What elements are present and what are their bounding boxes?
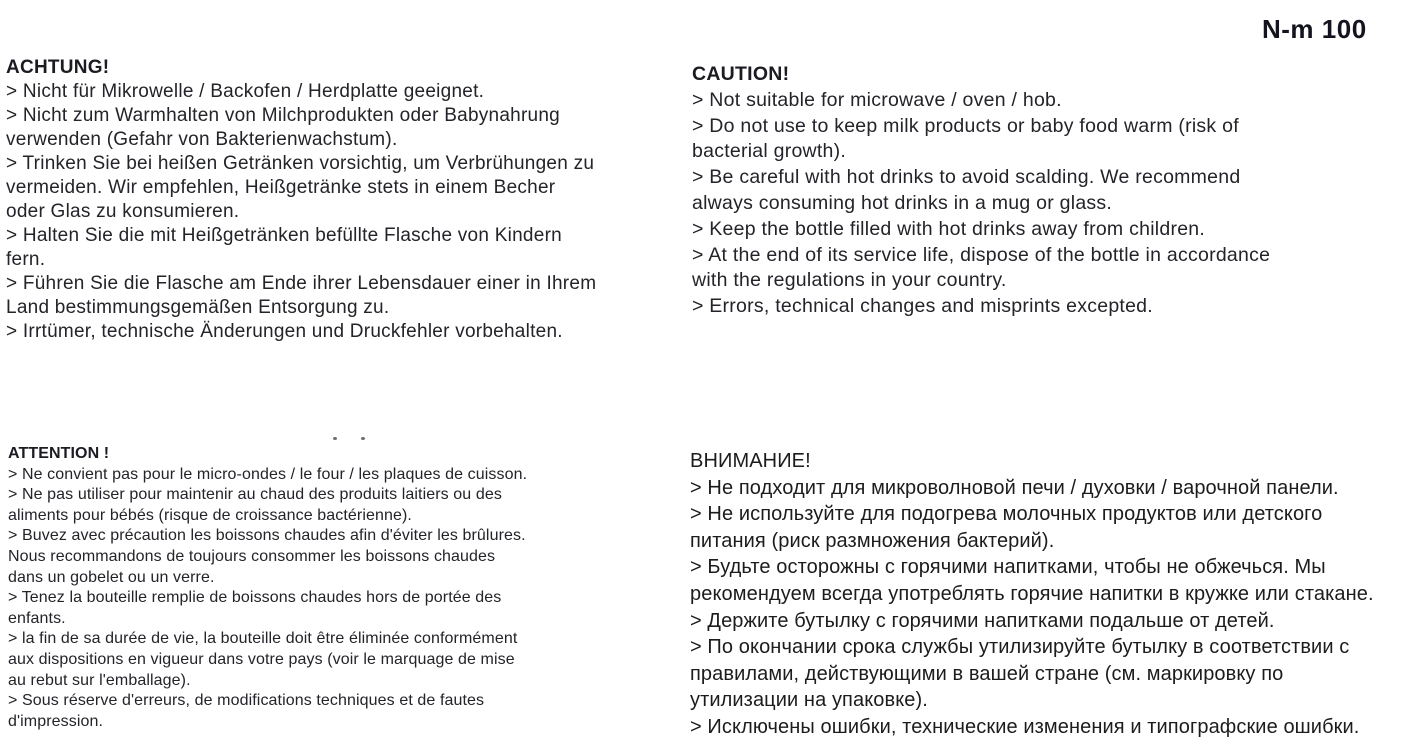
text-line: > At the end of its service life, dispose of the bottle in accordance: [692, 243, 1271, 266]
text-line: > Ne convient pas pour le micro-ondes / le four / les plaques de cuisson.: [8, 465, 528, 483]
section-warnings-french: [8, 444, 680, 732]
section-heading-english: CAUTION!: [692, 63, 790, 85]
text-line: > Не подходит для микроволновой печи / духовки / варочной панели.: [690, 476, 1339, 499]
text-line: > Do not use to keep milk products or baby food warm (risk of: [692, 114, 1239, 137]
text-line: питания (риск размножения бактерий).: [690, 529, 1055, 552]
scan-artifact-dot: [361, 437, 365, 440]
text-line: with the regulations in your country.: [692, 269, 1007, 292]
scan-artifact-dots: [333, 437, 367, 441]
text-line: enfants.: [8, 609, 66, 627]
text-line: > Irrtümer, technische Änderungen und Druckfehler vorbehalten.: [6, 321, 563, 342]
text-line: aux dispositions en vigueur dans votre pays (voir le marquage de mise: [8, 650, 515, 668]
text-line: рекомендуем всегда употреблять горячие напитки в кружке или стакане.: [690, 582, 1374, 605]
text-line: > Nicht für Mikrowelle / Backofen / Herdplatte geeignet.: [6, 81, 485, 102]
text-line: > Trinken Sie bei heißen Getränken vorsichtig, um Verbrühungen zu: [6, 153, 595, 174]
text-line: правилами, действующими в вашей стране (см. маркировку по: [690, 662, 1284, 685]
text-line: au rebut sur l'emballage).: [8, 671, 191, 689]
text-line: fern.: [6, 249, 46, 270]
text-line: > Führen Sie die Flasche am Ende ihrer Lebensdauer einer in Ihrem: [6, 273, 597, 294]
warning-text-german: [6, 80, 682, 344]
section-heading-german: ACHTUNG!: [6, 57, 110, 78]
text-line: > Keep the bottle filled with hot drinks away from children.: [692, 217, 1206, 240]
text-line: Land bestimmungsgemäßen Entsorgung zu.: [6, 297, 390, 318]
text-line: > Будьте осторожны с горячими напитками, чтобы не обжечься. Мы: [690, 556, 1326, 579]
text-line: > Buvez avec précaution les boissons chaudes afin d'éviter les brûlures.: [8, 527, 526, 545]
text-line: > По окончании срока службы утилизируйте бутылку в соответствии с: [690, 636, 1350, 659]
text-line: утилизации на упаковке).: [690, 689, 928, 712]
text-line: > Halten Sie die mit Heißgetränken befüllte Flasche von Kindern: [6, 225, 562, 246]
text-line: Nous recommandons de toujours consommer les boissons chaudes: [8, 547, 496, 565]
text-line: always consuming hot drinks in a mug or glass.: [692, 191, 1113, 214]
text-line: aliments pour bébés (risque de croissance bactérienne).: [8, 506, 412, 524]
text-line: bacterial growth).: [692, 140, 847, 163]
text-line: > Nicht zum Warmhalten von Milchprodukten oder Babynahrung: [6, 105, 560, 126]
warning-text-russian: [690, 475, 1424, 741]
section-warnings-german: [6, 56, 682, 344]
text-line: oder Glas zu konsumieren.: [6, 201, 240, 222]
text-line: > Errors, technical changes and misprints excepted.: [692, 295, 1153, 318]
warning-text-english: [692, 88, 1418, 320]
text-line: > Not suitable for microwave / oven / hob.: [692, 88, 1062, 111]
text-line: vermeiden. Wir empfehlen, Heißgetränke stets in einem Becher: [6, 177, 556, 198]
text-line: dans un gobelet ou un verre.: [8, 568, 215, 586]
text-line: > Be careful with hot drinks to avoid scalding. We recommend: [692, 166, 1241, 189]
text-line: > Не используйте для подогрева молочных продуктов или детского: [690, 503, 1323, 526]
section-warnings-english: [692, 62, 1418, 320]
section-heading-french: ATTENTION !: [8, 445, 110, 462]
text-line: > Tenez la bouteille remplie de boissons chaudes hors de portée des: [8, 589, 502, 607]
text-line: > Исключены ошибки, технические изменения и типографские ошибки.: [690, 715, 1360, 738]
section-warnings-russian: [690, 448, 1424, 741]
text-line: > Ne pas utiliser pour maintenir au chaud des produits laitiers ou des: [8, 486, 502, 504]
text-line: > Держите бутылку с горячими напитками подальше от детей.: [690, 609, 1275, 632]
text-line: > Sous réserve d'erreurs, de modifications techniques et de fautes: [8, 692, 485, 710]
text-line: verwenden (Gefahr von Bakterienwachstum).: [6, 129, 398, 150]
warning-text-french: [8, 465, 680, 733]
text-line: > la fin de sa durée de vie, la bouteille doit être éliminée conformément: [8, 630, 518, 648]
scan-artifact-dot: [333, 437, 337, 440]
text-line: d'impression.: [8, 712, 104, 730]
section-heading-russian: ВНИМАНИЕ!: [690, 450, 811, 472]
product-model-label: N-m 100: [1262, 14, 1367, 44]
